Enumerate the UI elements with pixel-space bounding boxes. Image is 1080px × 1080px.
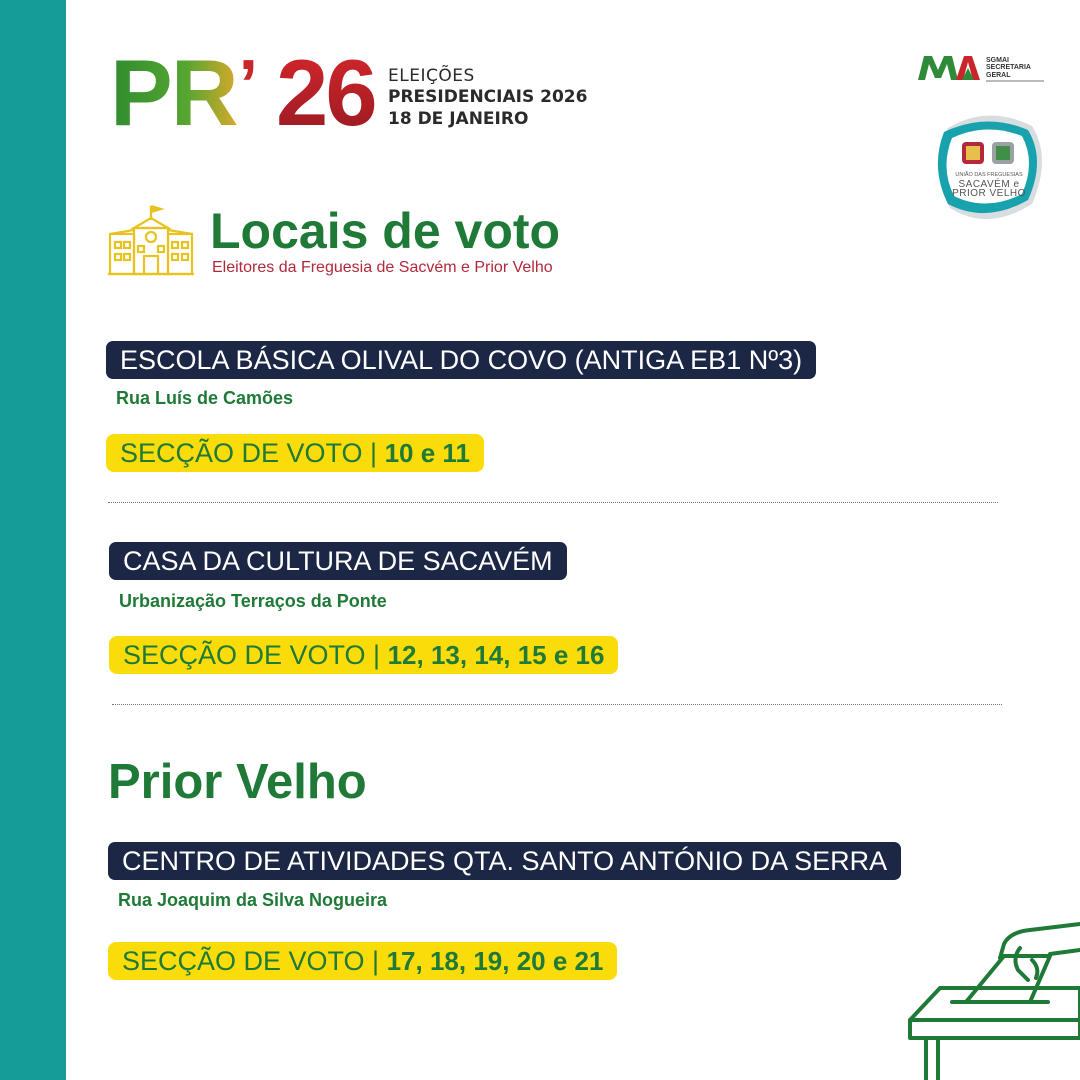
pr26-logo [110,40,375,145]
freguesia-logo [928,108,1050,228]
election-date: 18 DE JANEIRO [388,109,529,129]
location-address: Rua Joaquim da Silva Nogueira [118,890,388,910]
location-name: ESCOLA BÁSICA OLIVAL DO COVO (ANTIGA EB1 Nº3) [106,341,816,379]
election-type: ELEIÇÕES [388,66,475,86]
location-name: CENTRO DE ATIVIDADES QTA. SANTO ANTÓNIO DA SERRA [108,842,901,880]
election-info [388,66,587,130]
logo-year: 26 [276,40,375,145]
voting-section-badge [108,942,617,980]
sgmai-logo [918,54,1031,82]
sgmai-mark-icon [918,54,982,82]
ballot-box-icon [900,910,1080,1080]
section-label: SECÇÃO DE VOTO | [122,946,380,976]
section-label: SECÇÃO DE VOTO | [123,640,381,670]
voting-section-badge [106,434,484,472]
location-name: CASA DA CULTURA DE SACAVÉM [109,542,567,580]
section-numbers: 17, 18, 19, 20 e 21 [386,946,604,976]
freguesia-line3: PRIOR VELHO [952,188,1026,199]
page-title: Locais de voto [210,203,561,259]
freguesia-badge-icon [928,108,1050,228]
sgmai-text: SGMAI SECRETARIA GERAL [986,56,1031,79]
dotted-divider [108,502,998,503]
location-address: Rua Luís de Camões [116,388,294,408]
dotted-divider [112,704,1002,705]
section-label: SECÇÃO DE VOTO | [120,438,378,468]
freguesia-line1: UNIÃO DAS FREGUESIAS [955,172,1023,178]
left-teal-sidebar [0,0,66,1080]
page-subtitle: Eleitores da Freguesia de Sacvém e Prior Velho [212,259,553,276]
election-name: PRESIDENCIAIS 2026 [388,87,588,107]
freguesia-line2: SACAVÉM e [958,179,1020,190]
school-building-icon [108,204,194,276]
section-numbers: 12, 13, 14, 15 e 16 [387,640,605,670]
logo-pr: PR [110,40,237,145]
location-address: Urbanização Terraços da Ponte [119,591,387,611]
section-numbers: 10 e 11 [384,438,470,468]
voting-section-badge [109,636,618,674]
prior-velho-heading: Prior Velho [108,755,367,809]
logo-apostrophe: ’ [238,45,259,123]
sgmai-underline [986,80,1044,82]
